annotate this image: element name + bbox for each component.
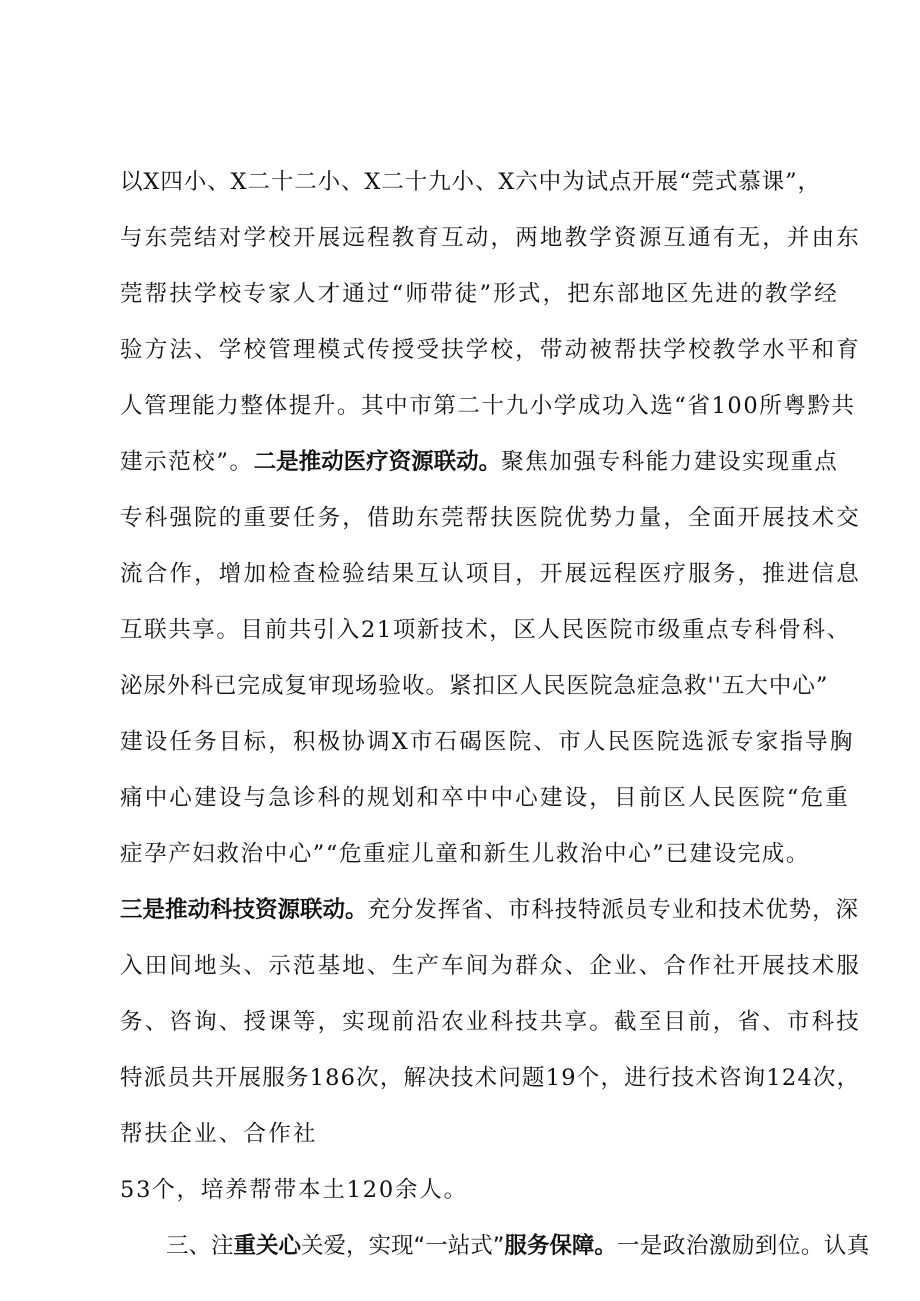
text-line-15 [120,951,861,981]
text-segment: 建设任务目标，积极协调X市石碣医院、市人民医院选派专家指导胸 [120,729,855,755]
text-line-7 [120,503,861,533]
text-segment: 症孕产妇救治中心”“危重症儿童和新生儿救治中心”已建设完成。 [120,841,811,867]
text-line-14 [120,895,859,925]
text-line-5 [120,391,856,421]
bold-heading-service: 服务保障。 [504,1233,617,1259]
text-line-3 [120,279,839,309]
text-segment: 专科强院的重要任务，借助东莞帮扶医院优势力量，全面开展技术交 [120,505,862,531]
text-segment: 验方法、学校管理模式传授受扶学校，带动被帮扶学校教学水平和育 [120,337,862,363]
text-segment: 莞帮扶学校专家人才通过“师带徒”形式，把东部地区先进的教学经 [120,281,840,307]
text-segment: 53个，培养帮带本土120余人。 [120,1177,468,1203]
text-segment: 流合作，增加检查检验结果互认项目，开展远程医疗服务，推进信息 [120,561,862,587]
text-line-12 [120,783,850,813]
text-line-11 [120,727,855,757]
text-line-8 [120,559,861,589]
text-line-6 [120,447,839,477]
text-segment: 痛中心建设与急诊科的规划和卒中中心建设，目前区人民医院“危重 [120,785,851,811]
text-segment: 一是政治激励到位。认真 [616,1233,870,1259]
section-heading-line [166,1231,870,1261]
text-line-4 [120,335,861,365]
text-line-9 [120,615,851,645]
bold-heading-fragment: 重关心 [233,1233,302,1259]
text-segment: 人管理能力整体提升。其中市第二十九小学成功入选“省100所粤黔共 [120,393,856,419]
text-line-2 [120,223,861,253]
text-segment: 聚焦加强专科能力建设实现重点 [501,449,839,475]
text-segment: 入田间地头、示范基地、生产车间为群众、企业、合作社开展技术服 [120,953,862,979]
text-segment: 以X四小、X二十二小、X二十九小、X六中为试点开展“莞式慕课”， [120,169,821,195]
text-segment: 特派员共开展服务186次，解决技术问题19个，进行技术咨询124次， [120,1065,861,1091]
text-line-19 [120,1175,468,1205]
text-segment: 务、咨询、授课等，实现前沿农业科技共享。截至目前，省、市科技 [120,1009,862,1035]
section-number: 三、注 [166,1233,234,1259]
text-line-18 [120,1119,318,1149]
bold-heading-medical: 二是推动医疗资源联动。 [253,449,502,475]
text-line-17 [120,1063,860,1093]
text-segment: 互联共享。目前共引入21项新技术，区人民医院市级重点专科骨科、 [120,617,851,643]
text-segment: 建示范校”。 [120,449,254,475]
text-segment: 帮扶企业、合作社 [120,1121,318,1147]
text-line-16 [120,1007,861,1037]
text-line-10 [120,671,828,701]
text-segment: 与东莞结对学校开展远程教育互动，两地教学资源互通有无，并由东 [120,225,862,251]
text-line-13 [120,839,810,869]
text-line-1 [120,167,821,197]
bold-heading-technology: 三是推动科技资源联动。 [120,897,368,923]
text-segment: 充分发挥省、市科技特派员专业和技术优势，深 [367,897,859,923]
text-segment: 泌尿外科已完成复审现场验收。紧扣区人民医院急症急救''五大中心” [120,673,829,699]
section-heading-text: 关爱，实现“一站式” [301,1233,505,1259]
